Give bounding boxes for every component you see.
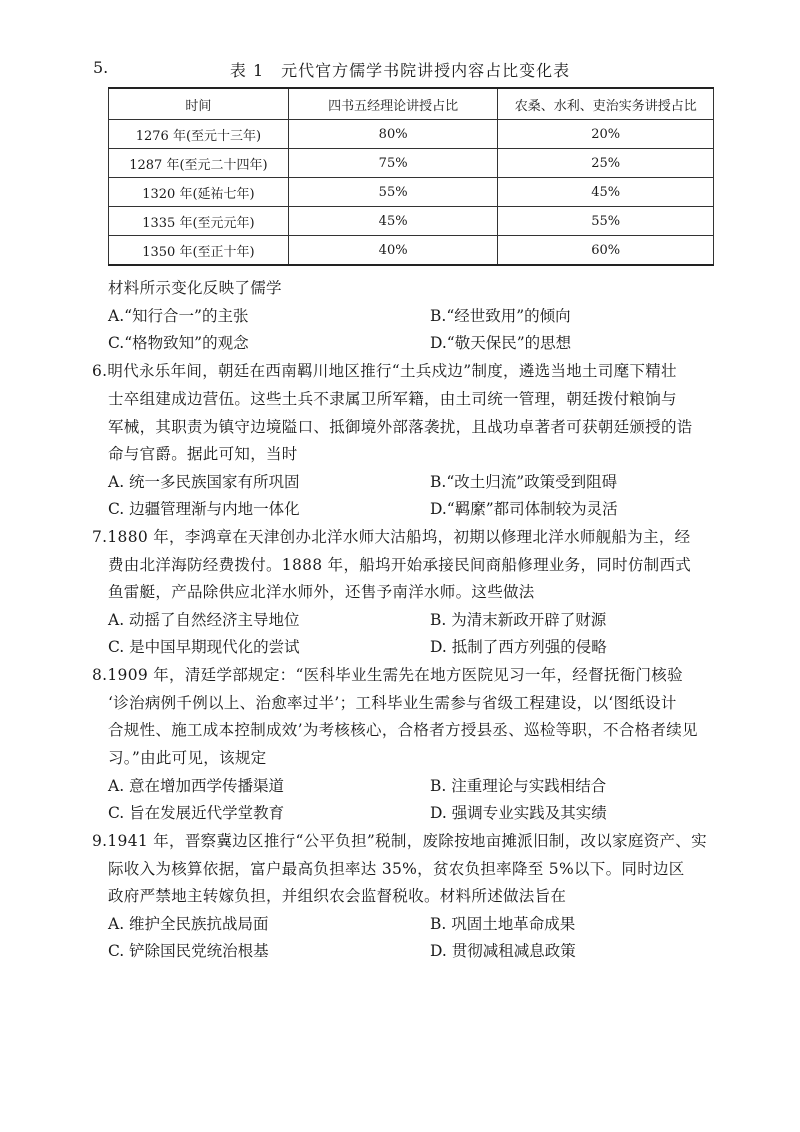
cell-practice: 60% — [498, 236, 714, 266]
q5-option-d[interactable]: D.“敬天保民”的思想 — [430, 334, 572, 352]
q8-option-b[interactable]: B. 注重理论与实践相结合 — [430, 777, 607, 795]
question-5-stem: 材料所示变化反映了儒学 — [108, 279, 282, 297]
question-9-line: 际收入为核算依据，富户最高负担率达 35%，贫农负担率降至 5%以下。同时边区 — [108, 860, 685, 878]
question-6-line: 士卒组建成边营伍。这些土兵不隶属卫所军籍，由土司统一管理，朝廷拨付粮饷与 — [108, 390, 677, 408]
q6-option-c[interactable]: C. 边疆管理渐与内地一体化 — [108, 500, 300, 518]
q9-option-c[interactable]: C. 铲除国民党统治根基 — [108, 942, 269, 960]
header-time: 时间 — [109, 88, 289, 120]
header-practice: 农桑、水利、吏治实务讲授占比 — [498, 88, 714, 120]
question-7-line: 7.1880 年，李鸿章在天津创办北洋水师大沽船坞，初期以修理北洋水师舰船为主，经 — [92, 528, 691, 546]
question-6-line: 军械，其职责为镇守边境隘口、抵御境外部落袭扰，且战功卓著者可获朝廷颁授的诰 — [108, 418, 693, 436]
question-8-line: 8.1909 年，清廷学部规定：“医科毕业生需先在地方医院见习一年，经督抚衙门核验 — [92, 666, 683, 684]
cell-theory: 80% — [288, 120, 498, 149]
table-row — [109, 236, 714, 266]
cell-time: 1287 年(至元二十四年) — [109, 149, 289, 178]
question-7-line: 鱼雷艇，产品除供应北洋水师外，还售予南洋水师。这些做法 — [108, 583, 535, 601]
q6-option-b[interactable]: B.“改土归流”政策受到阻碍 — [430, 473, 618, 491]
cell-theory: 75% — [288, 149, 498, 178]
question-5-number: 5. — [93, 58, 109, 77]
header-theory: 四书五经理论讲授占比 — [288, 88, 498, 120]
table-row — [109, 149, 714, 178]
cell-time: 1335 年(至元元年) — [109, 207, 289, 236]
q9-option-d[interactable]: D. 贯彻减租减息政策 — [430, 942, 576, 960]
q8-option-c[interactable]: C. 旨在发展近代学堂教育 — [108, 804, 285, 822]
cell-practice: 20% — [498, 120, 714, 149]
cell-practice: 45% — [498, 178, 714, 207]
q5-option-c[interactable]: C.“格物致知”的观念 — [108, 334, 249, 352]
q5-option-b[interactable]: B.“经世致用”的倾向 — [430, 307, 571, 325]
cell-time: 1276 年(至元十三年) — [109, 120, 289, 149]
question-9-line: 9.1941 年，晋察冀边区推行“公平负担”税制，废除按地亩摊派旧制，改以家庭资产、实 — [92, 832, 707, 850]
table-header-row — [109, 88, 714, 120]
q8-option-d[interactable]: D. 强调专业实践及其实绩 — [430, 804, 607, 822]
q9-option-b[interactable]: B. 巩固土地革命成果 — [430, 915, 576, 933]
data-table — [108, 87, 714, 266]
question-7-line: 费由北洋海防经费拨付。1888 年，船坞开始承接民间商船修理业务，同时仿制西式 — [108, 556, 692, 574]
cell-theory: 40% — [288, 236, 498, 266]
cell-time: 1320 年(延祐七年) — [109, 178, 289, 207]
q6-option-d[interactable]: D.“羁縻”都司体制较为灵活 — [430, 500, 618, 518]
table-caption: 表 1 元代官方儒学书院讲授内容占比变化表 — [229, 61, 571, 80]
cell-time: 1350 年(至正十年) — [109, 236, 289, 266]
cell-theory: 55% — [288, 178, 498, 207]
q7-option-c[interactable]: C. 是中国早期现代化的尝试 — [108, 638, 300, 656]
q5-option-a[interactable]: A.“知行合一”的主张 — [108, 307, 249, 325]
table-row — [109, 178, 714, 207]
q9-option-a[interactable]: A. 维护全民族抗战局面 — [108, 915, 269, 933]
q7-option-b[interactable]: B. 为清末新政开辟了财源 — [430, 611, 607, 629]
cell-theory: 45% — [288, 207, 498, 236]
question-6-line: 命与官爵。据此可知，当时 — [108, 445, 298, 463]
question-8-line: 习。”由此可见，该规定 — [108, 749, 267, 767]
question-8-line: ‘诊治病例千例以上、治愈率过半’；工科毕业生需参与省级工程建设，以‘图纸设计 — [108, 694, 677, 712]
question-8-line: 合规性、施工成本控制成效’为考核核心，合格者方授县丞、巡检等职，不合格者续见 — [108, 721, 698, 739]
table-row — [109, 120, 714, 149]
cell-practice: 55% — [498, 207, 714, 236]
q6-option-a[interactable]: A. 统一多民族国家有所巩固 — [108, 473, 300, 491]
question-9-line: 政府严禁地主转嫁负担，并组织农会监督税收。材料所述做法旨在 — [108, 887, 567, 905]
cell-practice: 25% — [498, 149, 714, 178]
q7-option-a[interactable]: A. 动摇了自然经济主导地位 — [108, 611, 300, 629]
table-row — [109, 207, 714, 236]
question-6-line: 6.明代永乐年间，朝廷在西南羁川地区推行“土兵戍边”制度，遴选当地土司麾下精壮 — [92, 362, 677, 380]
q8-option-a[interactable]: A. 意在增加西学传播渠道 — [108, 777, 285, 795]
q7-option-d[interactable]: D. 抵制了西方列强的侵略 — [430, 638, 607, 656]
